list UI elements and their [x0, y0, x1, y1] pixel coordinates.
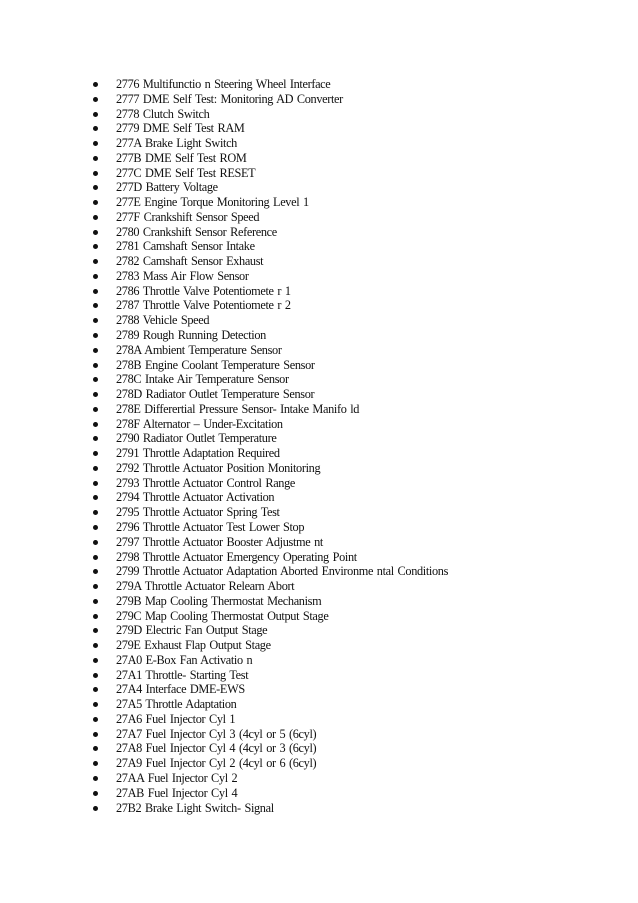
- list-item-text: 278F Alternator – Under-Excitation: [116, 416, 283, 431]
- list-item-text: 2798 Throttle Actuator Emergency Operating Point: [116, 549, 357, 564]
- bullet-icon: [93, 791, 98, 796]
- bullet-icon: [93, 126, 98, 131]
- list-item-text: 2786 Throttle Valve Potentiomete r 1: [116, 283, 291, 298]
- bullet-icon: [93, 732, 98, 737]
- list-item: [93, 756, 613, 771]
- list-item-text: 279B Map Cooling Thermostat Mechanism: [116, 593, 322, 608]
- bullet-icon: [93, 141, 98, 146]
- bullet-icon: [93, 318, 98, 323]
- bullet-icon: [93, 687, 98, 692]
- list-item-text: 2776 Multifunctio n Steering Wheel Interface: [116, 77, 331, 91]
- list-item-text: 277E Engine Torque Monitoring Level 1: [116, 195, 309, 210]
- list-item-text: 277C DME Self Test RESET: [116, 165, 256, 180]
- bullet-icon: [93, 628, 98, 633]
- list-item-text: 2790 Radiator Outlet Temperature: [116, 431, 277, 446]
- list-item-text: 2794 Throttle Actuator Activation: [116, 490, 275, 505]
- bullet-icon: [93, 658, 98, 663]
- bullet-icon: [93, 200, 98, 205]
- bullet-icon: [93, 185, 98, 190]
- list-item: [93, 151, 613, 166]
- list-item-text: 278B Engine Coolant Temperature Sensor: [116, 357, 315, 372]
- list-item-text: 2787 Throttle Valve Potentiomete r 2: [116, 298, 291, 313]
- bullet-icon: [93, 555, 98, 560]
- bullet-icon: [93, 702, 98, 707]
- bullet-icon: [93, 510, 98, 515]
- list-item-text: 277B DME Self Test ROM: [116, 150, 247, 165]
- list-item: [93, 136, 613, 151]
- bullet-icon: [93, 377, 98, 382]
- list-item-text: 278C Intake Air Temperature Sensor: [116, 372, 289, 387]
- list-item: [93, 550, 613, 565]
- list-item-text: 278A Ambient Temperature Sensor: [116, 342, 282, 357]
- bullet-icon: [93, 303, 98, 308]
- list-item-text: 2789 Rough Running Detection: [116, 328, 266, 343]
- bullet-icon: [93, 717, 98, 722]
- list-item: [93, 461, 613, 476]
- list-item-text: 279E Exhaust Flap Output Stage: [116, 638, 271, 653]
- bullet-icon: [93, 215, 98, 220]
- list-item-text: 27A5 Throttle Adaptation: [116, 697, 237, 712]
- bullet-icon: [93, 614, 98, 619]
- list-item-text: 2797 Throttle Actuator Booster Adjustme nt: [116, 534, 323, 549]
- list-item-text: 27A9 Fuel Injector Cyl 2 (4cyl or 6 (6cyl): [116, 756, 317, 771]
- bullet-icon: [93, 363, 98, 368]
- list-item-text: 277D Battery Voltage: [116, 180, 218, 195]
- list-item-text: 2796 Throttle Actuator Test Lower Stop: [116, 519, 305, 534]
- list-item: [93, 623, 613, 638]
- bullet-icon: [93, 776, 98, 781]
- list-item: [93, 431, 613, 446]
- bullet-icon: [93, 422, 98, 427]
- list-item: [93, 77, 613, 92]
- bullet-icon: [93, 466, 98, 471]
- list-item: [93, 358, 613, 373]
- list-item-text: 27A1 Throttle- Starting Test: [116, 667, 249, 682]
- bullet-icon: [93, 333, 98, 338]
- bullet-icon: [93, 259, 98, 264]
- bullet-icon: [93, 569, 98, 574]
- list-item-text: 27AB Fuel Injector Cyl 4: [116, 785, 238, 800]
- list-item: [93, 298, 613, 313]
- list-item: [93, 313, 613, 328]
- list-item: [93, 771, 613, 786]
- list-item: [93, 727, 613, 742]
- bullet-icon: [93, 436, 98, 441]
- list-item-text: 2777 DME Self Test: Monitoring AD Converter: [116, 91, 343, 106]
- bullet-icon: [93, 451, 98, 456]
- list-item: [93, 402, 613, 417]
- list-item: [93, 594, 613, 609]
- list-item-text: 279C Map Cooling Thermostat Output Stage: [116, 608, 329, 623]
- list-item: [93, 166, 613, 181]
- list-item-text: 279D Electric Fan Output Stage: [116, 623, 268, 638]
- list-item-text: 27A7 Fuel Injector Cyl 3 (4cyl or 5 (6cyl): [116, 726, 317, 741]
- list-item: [93, 712, 613, 727]
- list-item: [93, 786, 613, 801]
- bullet-icon: [93, 584, 98, 589]
- bullet-icon: [93, 761, 98, 766]
- list-item: [93, 741, 613, 756]
- fault-code-list: [93, 77, 613, 815]
- list-item-text: 278E Differertial Pressure Sensor- Intake Manifo ld: [116, 401, 360, 416]
- list-item: [93, 682, 613, 697]
- list-item-text: 279A Throttle Actuator Relearn Abort: [116, 579, 295, 594]
- bullet-icon: [93, 746, 98, 751]
- bullet-icon: [93, 599, 98, 604]
- list-item: [93, 417, 613, 432]
- list-item: [93, 269, 613, 284]
- list-item-text: 2779 DME Self Test RAM: [116, 121, 245, 136]
- bullet-icon: [93, 274, 98, 279]
- bullet-icon: [93, 230, 98, 235]
- bullet-icon: [93, 112, 98, 117]
- bullet-icon: [93, 244, 98, 249]
- list-item: [93, 254, 613, 269]
- list-item: [93, 180, 613, 195]
- list-item-text: 27A6 Fuel Injector Cyl 1: [116, 711, 236, 726]
- list-item: [93, 579, 613, 594]
- list-item: [93, 239, 613, 254]
- bullet-icon: [93, 407, 98, 412]
- list-item-text: 2780 Crankshift Sensor Reference: [116, 224, 277, 239]
- list-item-text: 2778 Clutch Switch: [116, 106, 210, 121]
- list-item: [93, 697, 613, 712]
- list-item: [93, 343, 613, 358]
- bullet-icon: [93, 82, 98, 87]
- list-item-text: 277A Brake Light Switch: [116, 136, 237, 151]
- bullet-icon: [93, 156, 98, 161]
- bullet-icon: [93, 673, 98, 678]
- list-item-text: 27AA Fuel Injector Cyl 2: [116, 770, 238, 785]
- list-item: [93, 284, 613, 299]
- list-item: [93, 564, 613, 579]
- bullet-icon: [93, 348, 98, 353]
- list-item: [93, 195, 613, 210]
- list-item-text: 2782 Camshaft Sensor Exhaust: [116, 254, 264, 269]
- bullet-icon: [93, 392, 98, 397]
- list-item: [93, 490, 613, 505]
- list-item-text: 2788 Vehicle Speed: [116, 313, 210, 328]
- list-item: [93, 225, 613, 240]
- bullet-icon: [93, 495, 98, 500]
- list-item: [93, 121, 613, 136]
- list-item: [93, 638, 613, 653]
- bullet-icon: [93, 481, 98, 486]
- list-item: [93, 609, 613, 624]
- list-item: [93, 446, 613, 461]
- list-item-text: 2799 Throttle Actuator Adaptation Aborted Environme ntal Conditions: [116, 564, 449, 579]
- list-item: [93, 801, 613, 816]
- list-item: [93, 210, 613, 225]
- bullet-icon: [93, 525, 98, 530]
- list-item-text: 27B2 Brake Light Switch- Signal: [116, 800, 274, 815]
- list-item-text: 2792 Throttle Actuator Position Monitoring: [116, 460, 321, 475]
- list-item: [93, 107, 613, 122]
- list-item: [93, 387, 613, 402]
- list-item: [93, 520, 613, 535]
- list-item-text: 27A4 Interface DME-EWS: [116, 682, 245, 697]
- list-item: [93, 372, 613, 387]
- list-item-text: 2783 Mass Air Flow Sensor: [116, 268, 249, 283]
- list-item: [93, 505, 613, 520]
- list-item: [93, 92, 613, 107]
- list-item: [93, 653, 613, 668]
- list-item: [93, 535, 613, 550]
- list-item-text: 278D Radiator Outlet Temperature Sensor: [116, 387, 315, 402]
- list-item: [93, 668, 613, 683]
- bullet-icon: [93, 171, 98, 176]
- list-item-text: 2793 Throttle Actuator Control Range: [116, 475, 296, 490]
- list-item-text: 27A0 E-Box Fan Activatio n: [116, 652, 253, 667]
- bullet-icon: [93, 289, 98, 294]
- list-item-text: 277F Crankshift Sensor Speed: [116, 209, 260, 224]
- bullet-icon: [93, 806, 98, 811]
- list-item-text: 2791 Throttle Adaptation Required: [116, 446, 280, 461]
- list-item-text: 27A8 Fuel Injector Cyl 4 (4cyl or 3 (6cyl): [116, 741, 317, 756]
- list-item-text: 2795 Throttle Actuator Spring Test: [116, 505, 280, 520]
- list-item: [93, 328, 613, 343]
- list-item: [93, 476, 613, 491]
- list-item-text: 2781 Camshaft Sensor Intake: [116, 239, 255, 254]
- bullet-icon: [93, 97, 98, 102]
- bullet-icon: [93, 540, 98, 545]
- bullet-icon: [93, 643, 98, 648]
